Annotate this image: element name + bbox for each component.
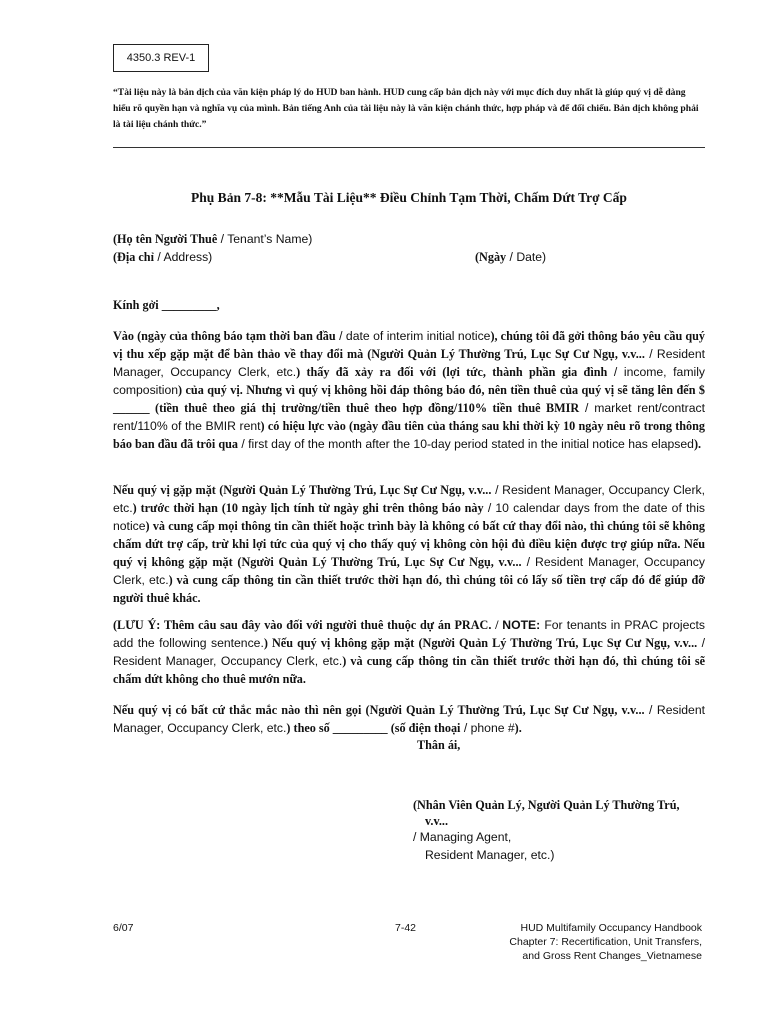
date-vi: (Ngày <box>475 250 507 264</box>
signature-line-4: Resident Manager, etc.) <box>425 848 555 862</box>
footer-date: 6/07 <box>113 922 134 934</box>
paragraph-text-run: NOTE: <box>502 618 541 632</box>
footer-page-number: 7-42 <box>395 922 417 934</box>
paragraph-text-run: / market rent/contract rent/110% of the BMIR rent <box>113 401 706 433</box>
paragraph-contact <box>113 701 705 737</box>
date-line <box>475 249 546 267</box>
paragraph-text-run: / Resident Manager, Occupancy Clerk, etc. <box>113 703 705 735</box>
translation-disclaimer: “Tài liệu này là bản dịch của văn kiện pháp lý do HUD ban hành. HUD cung cấp bản dịch này với mục đích duy nhất là giúp quý vị dễ dàng hiểu rõ quyền hạn và nghĩa vụ của mình. Bản tiếng Anh của tài liệu này là văn kiện chánh thức, hợp pháp và để đối chiếu. Bản dịch không phải là tài liệu chánh thức.” <box>113 87 699 130</box>
header-divider <box>113 147 705 148</box>
signature-line-3: / Managing Agent, <box>413 830 512 844</box>
paragraph-text-run: ). <box>514 721 522 735</box>
paragraph-prac-note <box>113 616 705 688</box>
paragraph-text-run: / Resident Manager, Occupancy Clerk, etc. <box>113 636 705 668</box>
tenant-name-line <box>113 231 312 249</box>
paragraph-text-run: / income, family composition <box>113 365 705 397</box>
tenant-name-en: / Tenant’s Name) <box>217 232 313 246</box>
paragraph-text-run: / Resident Manager, Occupancy Clerk, etc. <box>113 483 705 515</box>
salutation: Kính gởi _________, <box>113 298 220 312</box>
paragraph-text-run: For tenants in PRAC projects add the following sentence. <box>113 618 705 650</box>
paragraph-text-run: / Resident Manager, Occupancy Clerk, etc. <box>113 555 705 587</box>
paragraph-text-run: ) và cung cấp thông tin cần thiết trước thời hạn đó, thì chúng tôi sẽ chấm dứt không cho thuê mướn nữa. <box>113 654 705 686</box>
paragraph-text-run: ) trước thời hạn (10 ngày lịch tính từ ngày ghi trên thông báo này <box>132 501 484 515</box>
paragraph-text-run: / first day of the month after the 10-day period stated in the initial notice has elapsed <box>237 437 694 451</box>
paragraph-text-run: Nếu quý vị có bất cứ thắc mắc nào thì nên gọi (Người Quản Lý Thường Trú, Lục Sự Cư Ngụ, v.v... <box>113 703 645 717</box>
address-en: / Address) <box>153 250 213 264</box>
footer-line-3: and Gross Rent Changes_Vietnamese <box>522 950 702 962</box>
paragraph-text-run: Nếu quý vị gặp mặt (Người Quản Lý Thường Trú, Lục Sự Cư Ngụ, v.v... <box>113 483 492 497</box>
footer-line-1: HUD Multifamily Occupancy Handbook <box>520 922 702 934</box>
paragraph-text-run: / phone # <box>460 721 515 735</box>
paragraph-text-run: ) theo số _________ (số điện thoại <box>286 721 461 735</box>
footer-handbook-info <box>440 921 702 963</box>
paragraph-text-run: (LƯU Ý: Thêm câu sau đây vào đối với người thuê thuộc dự án PRAC. / <box>113 618 503 632</box>
paragraph-text-run: ) có hiệu lực vào (ngày đầu tiên của tháng sau khi thời kỳ 10 ngày nêu rõ trong thông báo ban đầu đã trôi qua <box>113 419 705 451</box>
signature-line-2: v.v... <box>425 814 449 828</box>
paragraph-text-run: ), chúng tôi đã gởi thông báo yêu cầu quý vị thu xếp gặp mặt để bàn thảo về thay đổi mà (Người Quản Lý Thường Trú, Lục Sự Cư Ngụ, v.v... <box>113 329 706 361</box>
paragraph-interim-notice <box>113 327 705 453</box>
paragraph-meeting-deadline <box>113 481 705 607</box>
paragraph-text-run: / Resident Manager, Occupancy Clerk, etc. <box>113 347 705 379</box>
footer-line-2: Chapter 7: Recertification, Unit Transfers, <box>509 936 702 948</box>
paragraph-text-run: ) Nếu quý vị không gặp mặt (Người Quản Lý Thường Trú, Lục Sự Cư Ngụ, v.v... <box>263 636 698 650</box>
paragraph-text-run: ) và cung cấp thông tin cần thiết trước thời hạn đó, thì chúng tôi có lấy số tiền trợ cấp đó để giúp đỡ người thuê khác. <box>113 573 706 605</box>
paragraph-text-run: ) thấy đã xảy ra đối với (lợi tức, thành phần gia đình <box>296 365 608 379</box>
page-title: Phụ Bản 7-8: **Mẫu Tài Liệu** Điều Chỉnh Tạm Thời, Chấm Dứt Trợ Cấp <box>191 190 627 205</box>
signature-line-1: (Nhân Viên Quản Lý, Người Quản Lý Thường Trú, <box>413 798 680 812</box>
tenant-name-vi: (Họ tên Người Thuê <box>113 232 218 246</box>
closing: Thân ái, <box>417 738 461 752</box>
paragraph-text-run: ) và cung cấp mọi thông tin cần thiết hoặc trình bày là không có bất cứ thay đổi nào, thì chúng tôi sẽ không chấm dứt trợ cấp, trừ khi lợi tức của quý vị cho thấy quý vị không còn hội đủ điều kiện được trợ giúp nữa. Nếu quý vị không gặp mặt (Người Quản Lý Thường Trú, Lục Sự Cư Ngụ, v.v... <box>113 519 705 569</box>
address-line <box>113 249 212 267</box>
revision-label: 4350.3 REV-1 <box>113 44 209 72</box>
paragraph-text-run: ). <box>693 437 702 451</box>
paragraph-text-run: / 10 calendar days from the date of this notice <box>113 501 705 533</box>
paragraph-text-run: Vào (ngày của thông báo tạm thời ban đầu <box>113 329 336 343</box>
paragraph-text-run: ) của quý vị. Nhưng vì quý vị không hồi đáp thông báo đó, nên tiền thuê của quý vị sẽ tăng lên đến $ ______ (tiền thuê theo giá thị trường/tiền thuê theo hợp đồng/110% tiền thuê BMIR <box>113 383 705 415</box>
paragraph-text-run: / date of interim initial notice <box>335 329 491 343</box>
address-vi: (Địa chỉ <box>113 250 154 264</box>
date-en: / Date) <box>506 250 547 264</box>
